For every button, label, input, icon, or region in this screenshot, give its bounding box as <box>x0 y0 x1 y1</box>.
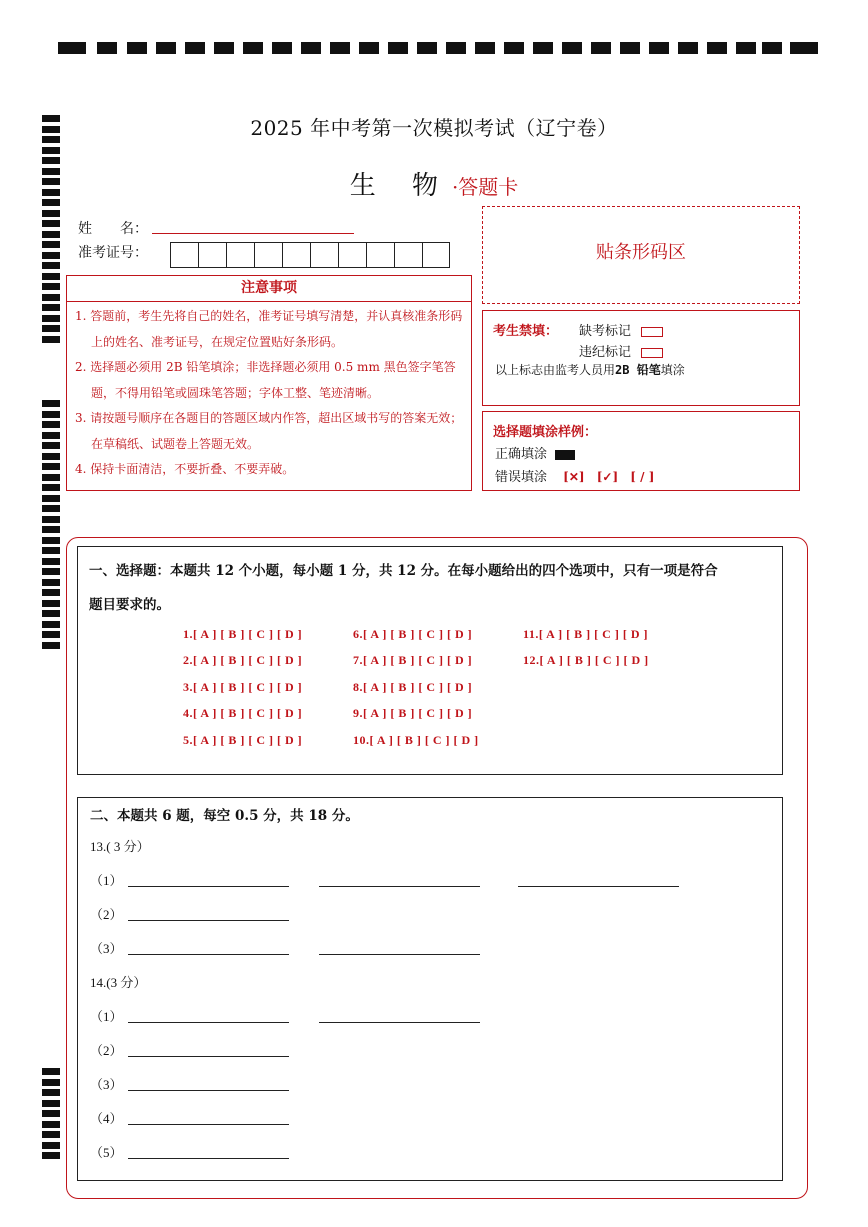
timing-mark <box>762 42 782 54</box>
timing-mark <box>790 42 818 54</box>
timing-mark <box>42 1121 60 1128</box>
notice-item: 3. 请按题号顺序在各题目的答题区域内作答，超出区域书写的答案无效；在草稿纸、试题卷上答题无效。 <box>75 411 463 451</box>
timing-mark <box>42 1100 60 1107</box>
choice-question[interactable] <box>523 627 648 642</box>
timing-mark <box>156 42 176 54</box>
choice-options[interactable]: [ A ] [ B ] [ C ] [ D ] <box>193 653 303 667</box>
timing-mark <box>42 1068 60 1075</box>
timing-mark <box>42 453 60 460</box>
id-digit-box[interactable] <box>422 242 450 268</box>
wrong-label: 错误填涂 <box>495 470 548 485</box>
id-digit-box[interactable] <box>282 242 310 268</box>
absent-markbox[interactable] <box>641 327 663 337</box>
q14-label: 14.(3 分） <box>90 975 147 990</box>
forbidden-title: 考生禁填： <box>493 324 559 339</box>
timing-mark <box>42 231 60 238</box>
subject-heading <box>0 165 868 202</box>
timing-mark <box>359 42 379 54</box>
fill-sample-box <box>482 411 800 491</box>
choice-options[interactable]: [ A ] [ B ] [ C ] [ D ] <box>369 733 479 747</box>
timing-mark <box>42 558 60 565</box>
name-field[interactable] <box>152 233 354 234</box>
timing-mark <box>446 42 466 54</box>
question-number: 2. <box>183 653 193 667</box>
timing-mark <box>58 42 86 54</box>
answer-blank-line[interactable] <box>128 1056 289 1057</box>
question-number: 5. <box>183 733 193 747</box>
blank-label: （1） <box>90 873 123 888</box>
timing-mark <box>475 42 495 54</box>
timing-mark <box>42 1079 60 1086</box>
id-digit-box[interactable] <box>198 242 226 268</box>
timing-mark <box>272 42 292 54</box>
blank-label: （2） <box>90 1043 123 1058</box>
timing-mark <box>42 589 60 596</box>
question-number: 7. <box>353 653 363 667</box>
choice-question[interactable] <box>353 706 472 721</box>
timing-mark <box>185 42 205 54</box>
timing-mark <box>42 220 60 227</box>
wrong-row <box>495 466 654 485</box>
timing-mark <box>42 421 60 428</box>
choice-options[interactable]: [ A ] [ B ] [ C ] [ D ] <box>363 653 473 667</box>
timing-mark <box>42 411 60 418</box>
timing-mark <box>42 210 60 217</box>
timing-mark <box>42 600 60 607</box>
timing-mark <box>42 537 60 544</box>
timing-mark <box>620 42 640 54</box>
note-bold: 2B 铅笔 <box>615 363 661 377</box>
notice-heading: 注意事项 <box>67 276 471 302</box>
choice-question[interactable] <box>183 680 302 695</box>
timing-mark <box>649 42 669 54</box>
timing-mark <box>42 579 60 586</box>
name-label: 姓 名： <box>78 221 148 237</box>
choice-options[interactable]: [ A ] [ B ] [ C ] [ D ] <box>193 733 303 747</box>
absent-label: 缺考标记 <box>579 324 632 339</box>
sample-title: 选择题填涂样例： <box>493 425 598 440</box>
choice-question[interactable] <box>183 653 302 668</box>
violation-label: 违纪标记 <box>579 345 632 360</box>
id-digit-box[interactable] <box>226 242 254 268</box>
timing-mark <box>42 262 60 269</box>
choice-options[interactable]: [ A ] [ B ] [ C ] [ D ] <box>539 653 649 667</box>
section1-title-line2: 题目要求的。 <box>89 597 170 613</box>
notice-item: 1. 答题前，考生先将自己的姓名，准考证号填写清楚，并认真核准条形码上的姓名、准考证号，在规定位置贴好条形码。 <box>75 309 463 349</box>
blank-label: （3） <box>90 1077 123 1092</box>
choice-question[interactable] <box>523 653 649 668</box>
timing-mark <box>42 315 60 322</box>
exam-title: 2025 年中考第一次模拟考试（辽宁卷） <box>250 116 618 140</box>
choice-question[interactable] <box>183 733 302 748</box>
timing-mark <box>42 1152 60 1159</box>
blank-label: （4） <box>90 1111 123 1126</box>
id-digit-box[interactable] <box>338 242 366 268</box>
timing-mark <box>214 42 234 54</box>
answer-blank-line[interactable] <box>128 1124 289 1125</box>
question-number: 6. <box>353 627 363 641</box>
timing-mark <box>42 325 60 332</box>
notice-item: 4. 保持卡面清洁，不要折叠、不要弄破。 <box>75 462 295 476</box>
violation-mark-row <box>579 341 663 360</box>
question-number: 1. <box>183 627 193 641</box>
choice-options[interactable]: [ A ] [ B ] [ C ] [ D ] <box>363 680 473 694</box>
timing-mark <box>42 463 60 470</box>
timing-mark <box>678 42 698 54</box>
blank-label: （2） <box>90 907 123 922</box>
timing-mark <box>42 495 60 502</box>
choice-options[interactable]: [ A ] [ B ] [ C ] [ D ] <box>193 680 303 694</box>
choice-options[interactable]: [ A ] [ B ] [ C ] [ D ] <box>363 627 473 641</box>
answer-blank-line[interactable] <box>128 1090 289 1091</box>
choice-options[interactable]: [ A ] [ B ] [ C ] [ D ] <box>193 627 303 641</box>
timing-mark <box>42 147 60 154</box>
timing-mark <box>42 547 60 554</box>
timing-mark <box>42 474 60 481</box>
note-prefix: 以上标志由监考人员用 <box>495 363 616 377</box>
subject-name: 生 物 <box>349 171 452 201</box>
forbidden-note <box>495 361 685 378</box>
timing-mark <box>562 42 582 54</box>
answer-blank-line[interactable] <box>128 1158 289 1159</box>
notice-item: 2. 选择题必须用 2B 铅笔填涂；非选择题必须用 0.5 mm 黑色签字笔答题，不得用铅笔或圆珠笔答题；字体工整、笔迹清晰。 <box>75 360 456 400</box>
answer-blank-line[interactable] <box>518 886 679 887</box>
timing-mark <box>97 42 117 54</box>
answer-blank-line[interactable] <box>319 954 480 955</box>
timing-mark <box>42 336 60 343</box>
timing-mark <box>42 621 60 628</box>
timing-mark <box>301 42 321 54</box>
id-digit-box[interactable] <box>170 242 198 268</box>
answer-blank-line[interactable] <box>128 954 289 955</box>
timing-mark <box>243 42 263 54</box>
timing-mark <box>42 157 60 164</box>
answer-blank-line[interactable] <box>128 886 289 887</box>
choice-question[interactable] <box>183 627 302 642</box>
question-number: 8. <box>353 680 363 694</box>
id-digit-box[interactable] <box>394 242 422 268</box>
timing-mark <box>42 283 60 290</box>
timing-mark <box>42 568 60 575</box>
choice-question[interactable] <box>353 627 472 642</box>
wrong-example: [✓] <box>596 470 619 484</box>
q13-label: 13.( 3 分） <box>90 839 150 854</box>
timing-mark <box>42 631 60 638</box>
section2-title: 二、本题共 6 题，每空 0.5 分，共 18 分。 <box>90 808 359 824</box>
timing-mark <box>591 42 611 54</box>
wrong-example: [✕] <box>563 470 585 484</box>
choice-options[interactable]: [ A ] [ B ] [ C ] [ D ] <box>538 627 648 641</box>
note-suffix: 填涂 <box>660 363 685 377</box>
timing-mark <box>388 42 408 54</box>
answer-blank-line[interactable] <box>128 920 289 921</box>
choice-options[interactable]: [ A ] [ B ] [ C ] [ D ] <box>193 706 303 720</box>
blank-label: （3） <box>90 941 123 956</box>
timing-mark <box>42 526 60 533</box>
timing-mark <box>42 304 60 311</box>
timing-mark <box>42 400 60 407</box>
timing-mark <box>330 42 350 54</box>
timing-mark <box>42 294 60 301</box>
question-number: 3. <box>183 680 193 694</box>
timing-mark <box>42 610 60 617</box>
id-number-boxes[interactable] <box>170 242 450 268</box>
choice-question[interactable] <box>353 733 479 748</box>
timing-mark <box>42 1110 60 1117</box>
timing-mark <box>42 642 60 649</box>
choice-question[interactable] <box>183 706 302 721</box>
timing-mark <box>42 484 60 491</box>
violation-markbox[interactable] <box>641 348 663 358</box>
choice-question[interactable] <box>353 653 472 668</box>
timing-mark <box>42 1142 60 1149</box>
barcode-area: 贴条形码区 <box>482 206 800 304</box>
question-number: 12. <box>523 653 540 667</box>
timing-mark <box>42 241 60 248</box>
blank-label: （1） <box>90 1009 123 1024</box>
id-label: 准考证号： <box>78 245 148 261</box>
timing-mark <box>736 42 756 54</box>
timing-mark <box>533 42 553 54</box>
question-number: 9. <box>353 706 363 720</box>
timing-mark <box>42 1131 60 1138</box>
notice-box <box>66 275 472 491</box>
answer-blank-line[interactable] <box>128 1022 289 1023</box>
subject-suffix: ·答题卡 <box>451 175 519 199</box>
timing-mark <box>42 432 60 439</box>
timing-mark <box>42 505 60 512</box>
correct-label: 正确填涂 <box>495 447 548 462</box>
timing-mark <box>42 1089 60 1096</box>
question-number: 4. <box>183 706 193 720</box>
wrong-example: [ / ] <box>630 470 655 484</box>
timing-mark <box>127 42 147 54</box>
id-digit-box[interactable] <box>310 242 338 268</box>
question-number: 10. <box>353 733 370 747</box>
timing-mark <box>707 42 727 54</box>
question-number: 11. <box>523 627 539 641</box>
timing-mark <box>42 516 60 523</box>
id-digit-box[interactable] <box>254 242 282 268</box>
timing-mark <box>42 252 60 259</box>
choice-options[interactable]: [ A ] [ B ] [ C ] [ D ] <box>363 706 473 720</box>
timing-mark <box>417 42 437 54</box>
section1-title-line1: 一、选择题：本题共 12 个小题，每小题 1 分，共 12 分。在每小题给出的四个选项中，只有一项是符合 <box>89 563 718 579</box>
timing-mark <box>504 42 524 54</box>
forbidden-box <box>482 310 800 406</box>
timing-mark <box>42 442 60 449</box>
filled-sample-mark <box>555 450 575 460</box>
timing-mark <box>42 273 60 280</box>
answer-blank-line[interactable] <box>319 1022 480 1023</box>
id-digit-box[interactable] <box>366 242 394 268</box>
blank-label: （5） <box>90 1145 123 1160</box>
correct-row <box>495 443 575 462</box>
absent-mark-row <box>579 320 663 339</box>
choice-question[interactable] <box>353 680 472 695</box>
answer-blank-line[interactable] <box>319 886 480 887</box>
